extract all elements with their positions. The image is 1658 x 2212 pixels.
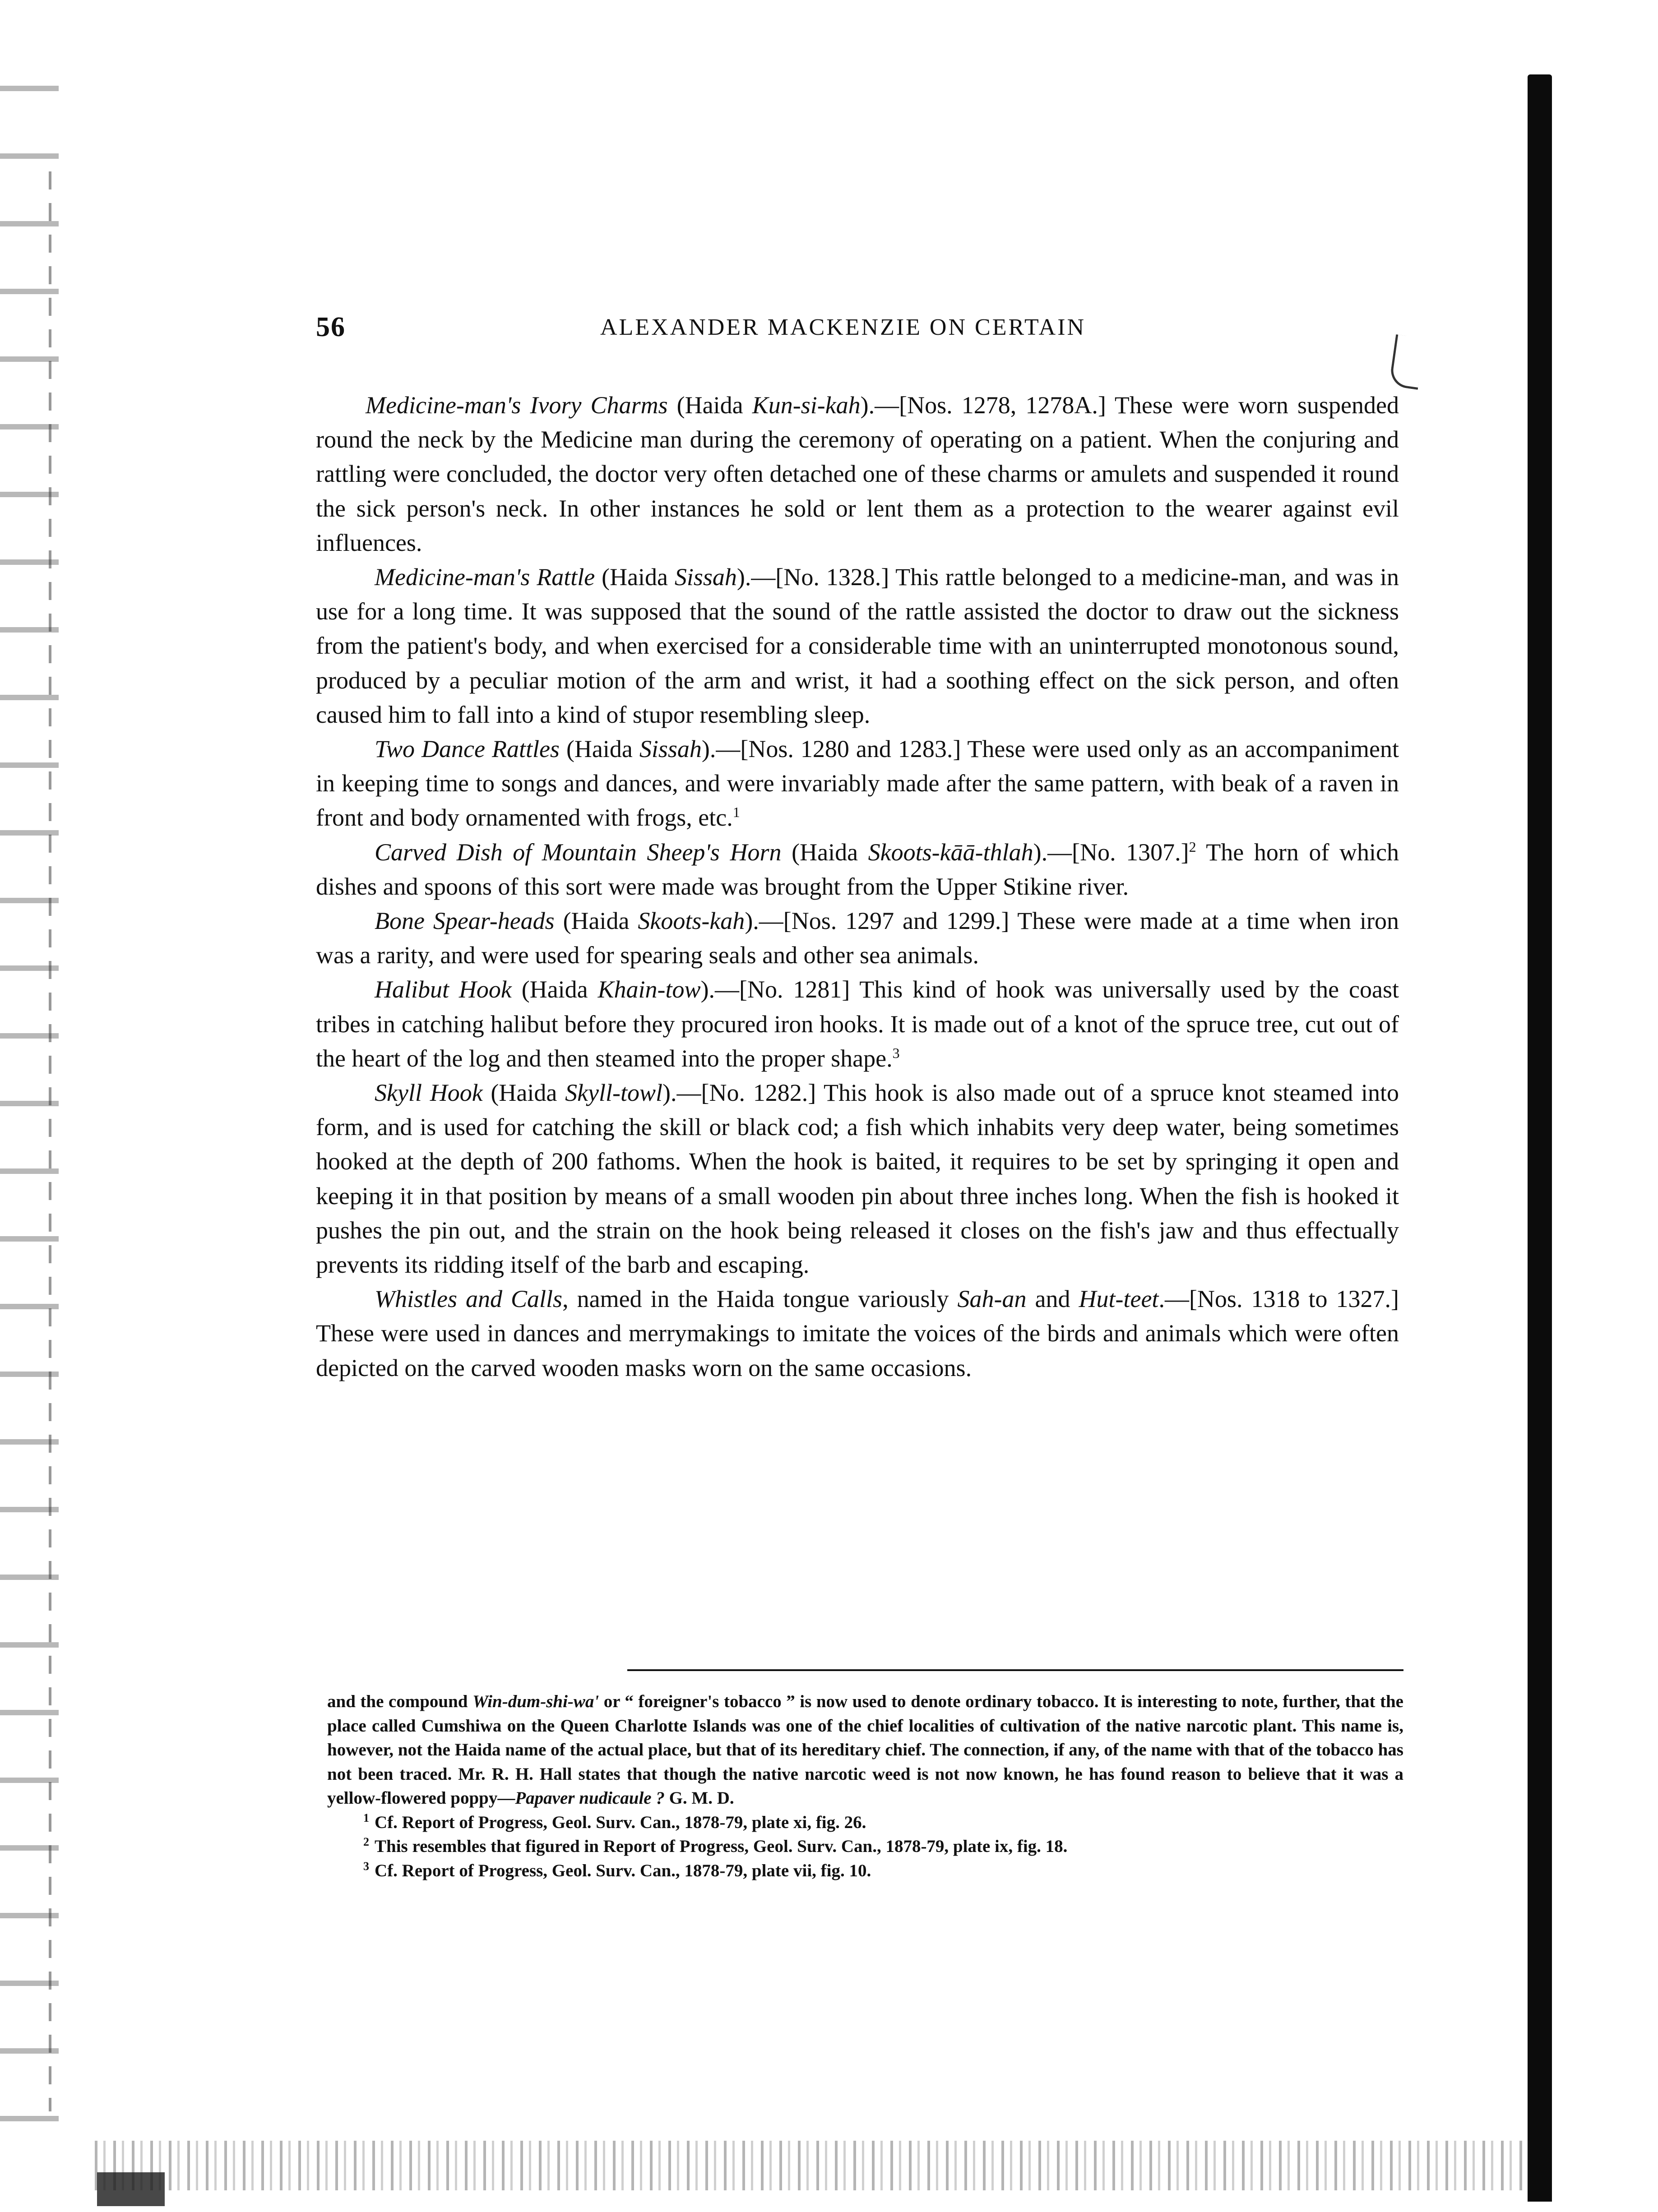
- note-signature: G. M. D.: [664, 1788, 734, 1808]
- entry-name: Whistles and Calls: [375, 1285, 563, 1313]
- haida-term: Win-dum-shi-wa': [472, 1692, 599, 1711]
- entry-paragraph: [316, 1282, 1399, 1385]
- haida-term: Kun-si-kah: [752, 392, 861, 419]
- entry-haida-intro: (Haida: [554, 907, 638, 935]
- entry-text: ).—[Nos. 1280 and 1283.] These were used only as an accompaniment in keeping time to songs and dances, and were invariably made after the same pattern, with beak of a raven in front and body ornamented with frogs, etc.: [316, 735, 1399, 831]
- page-header: [316, 311, 1399, 352]
- scan-edge-left-line: [49, 171, 51, 2111]
- haida-term: Skoots-kāā-thlah: [868, 838, 1033, 866]
- footnote: [327, 1859, 1403, 1883]
- entry-text: ).—[No. 1281] This kind of hook was universally used by the coast tribes in catching halibut before they procured iron hooks. It is made out of a knot of the spruce tree, cut out of the heart of the log and then steamed into the proper shape.: [316, 976, 1399, 1072]
- entry-name: Bone Spear-heads: [375, 907, 555, 935]
- page-number: 56: [316, 312, 346, 342]
- running-head: ALEXANDER MACKENZIE ON CERTAIN: [600, 314, 1086, 340]
- entry-text: ).—[Nos. 1297 and 1299.] These were made at a time when iron was a rarity, and were used for spearing seals and other sea animals.: [316, 907, 1399, 969]
- haida-term: Sissah: [639, 735, 702, 763]
- entry-paragraph: [316, 732, 1399, 835]
- footnote-text: Cf. Report of Progress, Geol. Surv. Can., 1878-79, plate vii, fig. 10.: [375, 1861, 871, 1880]
- entry-haida-intro: (Haida: [482, 1079, 565, 1107]
- entry-text: ).—[No. 1282.] This hook is also made out of a spruce knot steamed into form, and is used for catching the skill or black cod; a fish which inhabits very deep water, being sometimes hooked at the depth of 200 fathoms. When the hook is baited, it requires to be set by springing it open and keeping it in that position by means of a small wooden pin about three inches long. When the fish is hooked it pushes the pin out, and the strain on the hook being released it closes on the fish's jaw and thus effectually prevents its ridding itself of the barb and escaping.: [316, 1079, 1399, 1279]
- scan-corner-blot: [97, 2172, 165, 2206]
- scan-edge-right: [1528, 74, 1552, 2202]
- entry-text: ).—[Nos. 1278, 1278A.] These were worn suspended round the neck by the Medicine man during the ceremony of operating on a patient. When the conjuring and rattling were concluded, the doctor very often detached one of these charms or amulets and suspended it round the sick person's neck. In other instances he sold or lent them as a protection to the wearer against evil influences.: [316, 392, 1399, 556]
- entry-paragraph: [316, 904, 1399, 972]
- scan-edge-bottom: [95, 2141, 1530, 2190]
- entry-haida-intro: (Haida: [667, 392, 752, 419]
- footnote-number: 1: [363, 1811, 369, 1824]
- entry-haida-intro: (Haida: [559, 735, 639, 763]
- entry-haida-intro: (Haida: [511, 976, 598, 1003]
- entry-haida-conjunction: and: [1026, 1285, 1079, 1313]
- entry-haida-intro: (Haida: [595, 563, 675, 591]
- entry-haida-intro: (Haida: [781, 838, 868, 866]
- entry-name: Medicine-man's Rattle: [375, 563, 595, 591]
- entry-name: Medicine-man's Ivory Charms: [366, 392, 668, 419]
- footnotes: [327, 1690, 1403, 1883]
- entry-name: Skyll Hook: [375, 1079, 483, 1107]
- entry-text: .—[Nos. 1318 to 1327.] These were used in dances and merrymakings to imitate the voices of the birds and animals which were often depicted on the carved wooden masks worn on the same occasions.: [316, 1285, 1399, 1381]
- note-text: and the compound: [327, 1692, 472, 1711]
- haida-term: Sissah: [674, 563, 737, 591]
- continued-footnote: [327, 1690, 1403, 1810]
- entry-name: Two Dance Rattles: [375, 735, 560, 763]
- entry-text-continued: The horn of which dishes and spoons of this sort were made was brought from the Upper Stikine river.: [316, 838, 1399, 900]
- entry-paragraph: [316, 972, 1399, 1076]
- haida-term: Hut-teet: [1079, 1285, 1159, 1313]
- footnote: [327, 1810, 1403, 1835]
- entry-paragraph: [316, 560, 1399, 732]
- footnote-number: 3: [363, 1859, 369, 1873]
- haida-term: Skyll-towl: [565, 1079, 663, 1107]
- haida-term: Skoots-kah: [638, 907, 745, 935]
- entry-name: Carved Dish of Mountain Sheep's Horn: [375, 838, 782, 866]
- entry-haida-intro: , named in the Haida tongue variously: [562, 1285, 958, 1313]
- entry-paragraph: [316, 1076, 1399, 1282]
- footnote: [327, 1834, 1403, 1859]
- footnote-ref[interactable]: 1: [732, 804, 740, 821]
- entry-text: ).—[No. 1328.] This rattle belonged to a medicine-man, and was in use for a long time. It was supposed that the sound of the rattle assisted the doctor to draw out the sickness from the patient's body, and when exercised for a considerable time with an uninterrupted monotonous sound, produced by a peculiar motion of the arm and wrist, it had a soothing effect on the sick person, and often caused him to fall into a kind of stupor resembling sleep.: [316, 563, 1399, 728]
- footnote-text: Cf. Report of Progress, Geol. Surv. Can., 1878-79, plate xi, fig. 26.: [375, 1812, 866, 1832]
- footnote-ref[interactable]: 3: [892, 1044, 900, 1061]
- footnote-rule: [627, 1669, 1403, 1671]
- haida-term: Sah-an: [957, 1285, 1027, 1313]
- haida-term: Khain-tow: [597, 976, 701, 1003]
- footnote-text: This resembles that figured in Report of Progress, Geol. Surv. Can., 1878-79, plate ix, fig. 18.: [375, 1837, 1068, 1856]
- entry-name: Halibut Hook: [375, 976, 512, 1003]
- species-name: Papaver nudicaule ?: [515, 1788, 665, 1808]
- entry-paragraph: [316, 388, 1399, 560]
- footnote-number: 2: [363, 1835, 369, 1848]
- entry-text: ).—[No. 1307.]: [1033, 838, 1189, 866]
- entry-paragraph: [316, 835, 1399, 904]
- footnote-ref[interactable]: 2: [1189, 838, 1196, 855]
- note-text: or “ foreigner's tobacco ” is now used to denote ordinary tobacco. It is interesting to note, further, that the place called Cumshiwa on the Queen Charlotte Islands was one of the chief localities of cultivation of the native narcotic plant. This name is, however, not the Haida name of the actual place, but that of its hereditary chief. The connection, if any, of the name with that of the tobacco has not been traced. Mr. R. H. Hall states that though the native narcotic weed is not now known, he has found reason to believe that it was a yellow-flowered poppy—: [327, 1692, 1403, 1808]
- main-text: [316, 388, 1399, 1385]
